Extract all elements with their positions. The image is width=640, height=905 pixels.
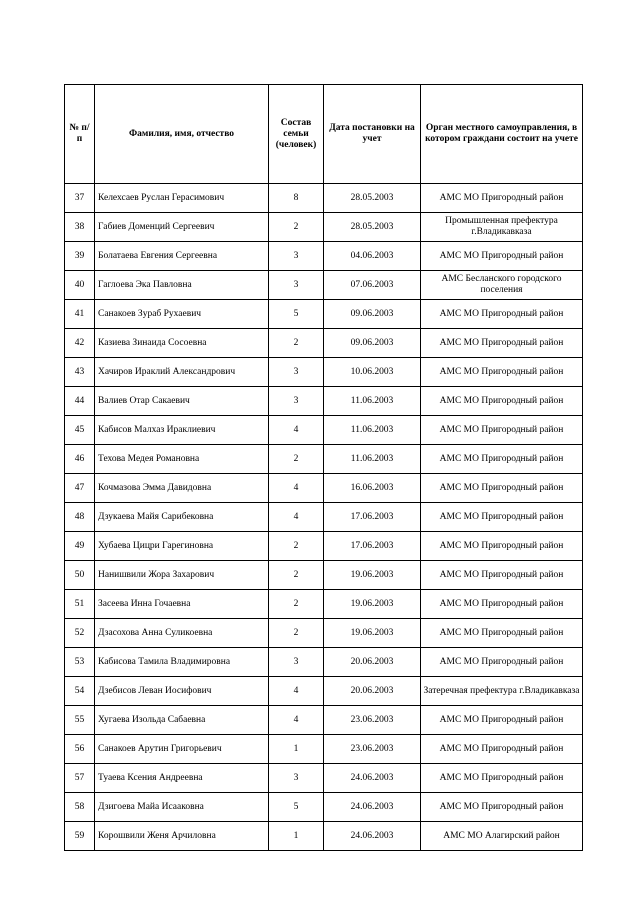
row-number: 47	[65, 474, 95, 503]
table-row	[65, 416, 583, 445]
row-family-size: 4	[269, 474, 324, 503]
row-number: 54	[65, 677, 95, 706]
row-number: 37	[65, 184, 95, 213]
row-number: 50	[65, 561, 95, 590]
row-date: 24.06.2003	[324, 793, 421, 822]
row-organ: АМС Бесланского городского поселения	[421, 271, 583, 300]
row-organ: АМС МО Пригородный район	[421, 474, 583, 503]
row-number: 55	[65, 706, 95, 735]
row-number: 51	[65, 590, 95, 619]
row-number: 56	[65, 735, 95, 764]
row-number: 43	[65, 358, 95, 387]
row-date: 20.06.2003	[324, 648, 421, 677]
row-name: Казиева Зинаида Сосоевна	[95, 329, 269, 358]
table-row	[65, 213, 583, 242]
table-row	[65, 735, 583, 764]
table-row	[65, 242, 583, 271]
row-family-size: 3	[269, 387, 324, 416]
row-number: 40	[65, 271, 95, 300]
row-number: 53	[65, 648, 95, 677]
row-family-size: 1	[269, 822, 324, 851]
row-name: Гаглоева Эка Павловна	[95, 271, 269, 300]
table-row	[65, 503, 583, 532]
row-family-size: 8	[269, 184, 324, 213]
header-family: Состав семьи (человек)	[269, 85, 324, 184]
registry-table	[64, 84, 583, 851]
header-org: Орган местного самоуправления, в котором граждани состоит на учете	[421, 85, 583, 184]
row-number: 59	[65, 822, 95, 851]
row-date: 11.06.2003	[324, 445, 421, 474]
row-name: Хачиров Ираклий Александрович	[95, 358, 269, 387]
row-organ: АМС МО Пригородный район	[421, 300, 583, 329]
row-date: 04.06.2003	[324, 242, 421, 271]
table-row	[65, 271, 583, 300]
row-family-size: 2	[269, 213, 324, 242]
row-date: 19.06.2003	[324, 561, 421, 590]
row-name: Засеева Инна Гочаевна	[95, 590, 269, 619]
header-name: Фамилия, имя, отчество	[95, 85, 269, 184]
row-family-size: 4	[269, 416, 324, 445]
row-date: 28.05.2003	[324, 184, 421, 213]
row-family-size: 3	[269, 648, 324, 677]
row-number: 41	[65, 300, 95, 329]
header-num: № п/п	[65, 85, 95, 184]
row-organ: АМС МО Пригородный район	[421, 242, 583, 271]
row-organ: Промышленная префектура г.Владикавказа	[421, 213, 583, 242]
row-organ: АМС МО Пригородный район	[421, 329, 583, 358]
row-date: 07.06.2003	[324, 271, 421, 300]
row-name: Техова Медея Романовна	[95, 445, 269, 474]
table-row	[65, 561, 583, 590]
row-organ: АМС МО Пригородный район	[421, 503, 583, 532]
row-number: 44	[65, 387, 95, 416]
row-organ: АМС МО Пригородный район	[421, 590, 583, 619]
row-family-size: 4	[269, 677, 324, 706]
table-row	[65, 474, 583, 503]
row-family-size: 4	[269, 503, 324, 532]
row-date: 17.06.2003	[324, 532, 421, 561]
row-number: 39	[65, 242, 95, 271]
row-organ: АМС МО Алагирский район	[421, 822, 583, 851]
row-name: Санакоев Зураб Рухаевич	[95, 300, 269, 329]
row-name: Дзукаева Майя Сарибековна	[95, 503, 269, 532]
row-date: 28.05.2003	[324, 213, 421, 242]
row-organ: АМС МО Пригородный район	[421, 735, 583, 764]
row-name: Валиев Отар Сакаевич	[95, 387, 269, 416]
row-name: Хубаева Цицри Гарегиновна	[95, 532, 269, 561]
header-date: Дата постановки на учет	[324, 85, 421, 184]
row-number: 49	[65, 532, 95, 561]
row-organ: АМС МО Пригородный район	[421, 416, 583, 445]
row-name: Келехсаев Руслан Герасимович	[95, 184, 269, 213]
table-row	[65, 445, 583, 474]
row-family-size: 3	[269, 358, 324, 387]
row-name: Кабисов Малхаз Ираклиевич	[95, 416, 269, 445]
row-name: Дзасохова Анна Суликоевна	[95, 619, 269, 648]
row-family-size: 2	[269, 590, 324, 619]
row-date: 11.06.2003	[324, 387, 421, 416]
row-number: 52	[65, 619, 95, 648]
table-row	[65, 184, 583, 213]
row-name: Дзигоева Майа Исааковна	[95, 793, 269, 822]
row-name: Кочмазова Эмма Давидовна	[95, 474, 269, 503]
row-family-size: 1	[269, 735, 324, 764]
row-name: Болатаева Евгения Сергеевна	[95, 242, 269, 271]
row-date: 24.06.2003	[324, 764, 421, 793]
row-name: Корошвили Женя Арчиловна	[95, 822, 269, 851]
row-organ: АМС МО Пригородный район	[421, 619, 583, 648]
table-row	[65, 329, 583, 358]
row-date: 20.06.2003	[324, 677, 421, 706]
table-body	[65, 184, 583, 851]
row-date: 23.06.2003	[324, 706, 421, 735]
row-organ: АМС МО Пригородный район	[421, 706, 583, 735]
row-date: 17.06.2003	[324, 503, 421, 532]
row-organ: АМС МО Пригородный район	[421, 445, 583, 474]
row-date: 16.06.2003	[324, 474, 421, 503]
row-number: 58	[65, 793, 95, 822]
row-organ: Затеречная префектура г.Владикавказа	[421, 677, 583, 706]
row-number: 48	[65, 503, 95, 532]
table-row	[65, 764, 583, 793]
row-organ: АМС МО Пригородный район	[421, 648, 583, 677]
table-row	[65, 822, 583, 851]
row-family-size: 2	[269, 445, 324, 474]
row-date: 09.06.2003	[324, 329, 421, 358]
row-date: 10.06.2003	[324, 358, 421, 387]
row-number: 46	[65, 445, 95, 474]
row-name: Хугаева Изольда Сабаевна	[95, 706, 269, 735]
row-date: 19.06.2003	[324, 619, 421, 648]
row-family-size: 4	[269, 706, 324, 735]
row-organ: АМС МО Пригородный район	[421, 184, 583, 213]
table-row	[65, 793, 583, 822]
row-organ: АМС МО Пригородный район	[421, 793, 583, 822]
row-name: Санакоев Арутин Григорьевич	[95, 735, 269, 764]
row-family-size: 3	[269, 242, 324, 271]
row-name: Дзебисов Леван Иосифович	[95, 677, 269, 706]
row-name: Габиев Доменций Сергеевич	[95, 213, 269, 242]
table-row	[65, 300, 583, 329]
row-number: 57	[65, 764, 95, 793]
table-row	[65, 619, 583, 648]
row-organ: АМС МО Пригородный район	[421, 358, 583, 387]
table-row	[65, 706, 583, 735]
row-date: 23.06.2003	[324, 735, 421, 764]
row-organ: АМС МО Пригородный район	[421, 764, 583, 793]
row-date: 11.06.2003	[324, 416, 421, 445]
row-family-size: 3	[269, 271, 324, 300]
row-date: 09.06.2003	[324, 300, 421, 329]
table-row	[65, 648, 583, 677]
row-family-size: 5	[269, 793, 324, 822]
table-row	[65, 590, 583, 619]
row-family-size: 2	[269, 619, 324, 648]
row-family-size: 2	[269, 329, 324, 358]
row-date: 24.06.2003	[324, 822, 421, 851]
row-name: Кабисова Тамила Владимировна	[95, 648, 269, 677]
row-number: 45	[65, 416, 95, 445]
row-family-size: 2	[269, 532, 324, 561]
row-organ: АМС МО Пригородный район	[421, 561, 583, 590]
row-family-size: 2	[269, 561, 324, 590]
table-header-row	[65, 85, 583, 184]
row-family-size: 5	[269, 300, 324, 329]
table-row	[65, 532, 583, 561]
table-row	[65, 358, 583, 387]
row-date: 19.06.2003	[324, 590, 421, 619]
row-organ: АМС МО Пригородный район	[421, 532, 583, 561]
row-family-size: 3	[269, 764, 324, 793]
row-name: Нанишвили Жора Захарович	[95, 561, 269, 590]
table-row	[65, 677, 583, 706]
row-number: 38	[65, 213, 95, 242]
row-organ: АМС МО Пригородный район	[421, 387, 583, 416]
table-row	[65, 387, 583, 416]
row-number: 42	[65, 329, 95, 358]
row-name: Туаева Ксения Андреевна	[95, 764, 269, 793]
